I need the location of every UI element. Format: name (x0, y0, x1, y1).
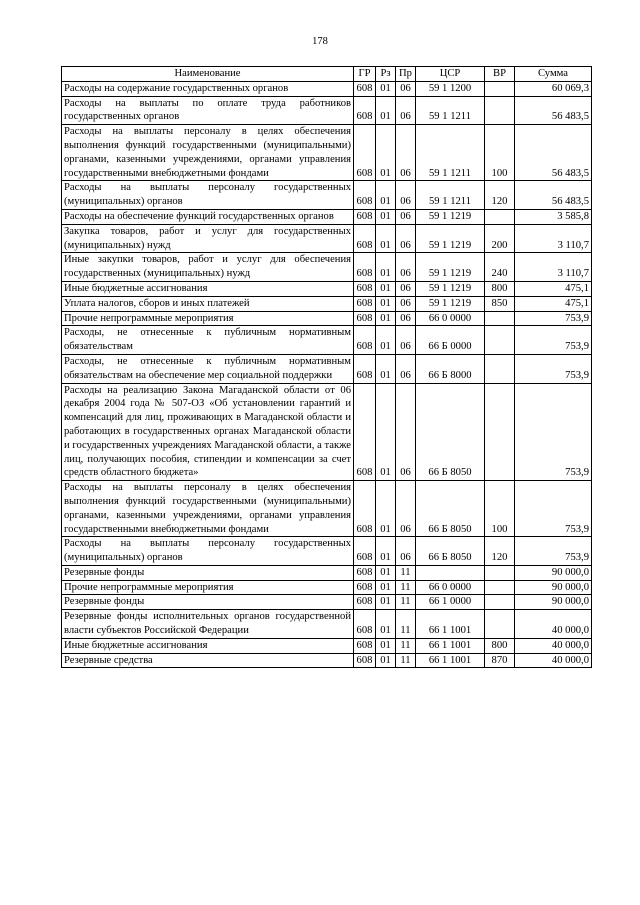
cell-csr: 59 1 1219 (416, 253, 485, 282)
cell-rz: 01 (376, 209, 396, 224)
cell-csr: 66 1 1001 (416, 610, 485, 639)
cell-name: Закупка товаров, работ и услуг для государственных (муниципальных) нужд (62, 224, 354, 253)
cell-vr (485, 595, 515, 610)
cell-pr: 06 (396, 253, 416, 282)
cell-sum: 40 000,0 (515, 610, 592, 639)
table-row (62, 125, 592, 181)
cell-name: Иные бюджетные ассигнования (62, 281, 354, 296)
header-vr: ВР (485, 67, 515, 82)
cell-gr: 608 (354, 81, 376, 96)
table-row (62, 595, 592, 610)
cell-gr: 608 (354, 638, 376, 653)
cell-name: Расходы на выплаты персоналу государственных (муниципальных) органов (62, 537, 354, 566)
cell-gr: 608 (354, 281, 376, 296)
cell-gr: 608 (354, 326, 376, 355)
page-number: 178 (312, 36, 328, 47)
cell-sum: 753,9 (515, 383, 592, 481)
cell-sum: 753,9 (515, 354, 592, 383)
cell-rz: 01 (376, 96, 396, 125)
cell-pr: 11 (396, 653, 416, 668)
cell-pr: 06 (396, 481, 416, 537)
cell-vr: 200 (485, 224, 515, 253)
cell-csr: 59 1 1219 (416, 209, 485, 224)
cell-pr: 06 (396, 125, 416, 181)
cell-pr: 06 (396, 281, 416, 296)
cell-rz: 01 (376, 125, 396, 181)
cell-vr (485, 209, 515, 224)
cell-csr: 66 0 0000 (416, 580, 485, 595)
table-row (62, 565, 592, 580)
cell-pr: 11 (396, 595, 416, 610)
cell-vr: 240 (485, 253, 515, 282)
cell-gr: 608 (354, 383, 376, 481)
cell-name: Расходы на содержание государственных органов (62, 81, 354, 96)
cell-csr: 59 1 1200 (416, 81, 485, 96)
cell-gr: 608 (354, 595, 376, 610)
cell-name: Резервные фонды (62, 565, 354, 580)
cell-pr: 06 (396, 311, 416, 326)
cell-rz: 01 (376, 296, 396, 311)
cell-vr (485, 311, 515, 326)
cell-csr: 59 1 1211 (416, 96, 485, 125)
cell-rz: 01 (376, 311, 396, 326)
cell-csr: 66 1 1001 (416, 638, 485, 653)
cell-rz: 01 (376, 224, 396, 253)
table-row (62, 311, 592, 326)
cell-gr: 608 (354, 224, 376, 253)
cell-name: Расходы на выплаты по оплате труда работников государственных органов (62, 96, 354, 125)
header-gr: ГР (354, 67, 376, 82)
cell-sum: 753,9 (515, 537, 592, 566)
cell-name: Расходы на выплаты персоналу государственных (муниципальных) органов (62, 181, 354, 210)
cell-gr: 608 (354, 181, 376, 210)
cell-gr: 608 (354, 537, 376, 566)
cell-pr: 06 (396, 96, 416, 125)
cell-rz: 01 (376, 383, 396, 481)
cell-gr: 608 (354, 481, 376, 537)
table-row (62, 610, 592, 639)
cell-rz: 01 (376, 565, 396, 580)
cell-vr: 850 (485, 296, 515, 311)
cell-pr: 06 (396, 383, 416, 481)
cell-name: Расходы на выплаты персоналу в целях обеспечения выполнения функций государственными (муниципальными) органами, казенными учреждениями, органами управления государственными внебюджетными фондами (62, 125, 354, 181)
header-sum: Сумма (515, 67, 592, 82)
cell-sum: 3 110,7 (515, 253, 592, 282)
cell-sum: 753,9 (515, 481, 592, 537)
cell-pr: 06 (396, 354, 416, 383)
cell-rz: 01 (376, 537, 396, 566)
table-row (62, 209, 592, 224)
header-rz: Рз (376, 67, 396, 82)
cell-pr: 06 (396, 81, 416, 96)
cell-csr: 59 1 1211 (416, 181, 485, 210)
cell-rz: 01 (376, 281, 396, 296)
cell-sum: 56 483,5 (515, 125, 592, 181)
cell-gr: 608 (354, 96, 376, 125)
table-row (62, 296, 592, 311)
cell-name: Уплата налогов, сборов и иных платежей (62, 296, 354, 311)
cell-sum: 56 483,5 (515, 181, 592, 210)
table-row (62, 181, 592, 210)
cell-vr (485, 383, 515, 481)
cell-csr: 59 1 1219 (416, 281, 485, 296)
cell-vr (485, 565, 515, 580)
cell-csr: 66 Б 8000 (416, 354, 485, 383)
cell-vr: 100 (485, 481, 515, 537)
cell-sum: 3 585,8 (515, 209, 592, 224)
cell-rz: 01 (376, 638, 396, 653)
cell-name: Прочие непрограммные мероприятия (62, 580, 354, 595)
cell-rz: 01 (376, 610, 396, 639)
table-header-row (62, 67, 592, 82)
budget-table (61, 66, 592, 668)
cell-pr: 06 (396, 537, 416, 566)
table-row (62, 224, 592, 253)
cell-name: Иные бюджетные ассигнования (62, 638, 354, 653)
cell-vr: 870 (485, 653, 515, 668)
cell-sum: 753,9 (515, 326, 592, 355)
cell-gr: 608 (354, 125, 376, 181)
cell-rz: 01 (376, 354, 396, 383)
cell-csr (416, 565, 485, 580)
cell-sum: 90 000,0 (515, 595, 592, 610)
cell-vr (485, 354, 515, 383)
cell-name: Прочие непрограммные мероприятия (62, 311, 354, 326)
cell-csr: 59 1 1211 (416, 125, 485, 181)
cell-csr: 59 1 1219 (416, 224, 485, 253)
table-row (62, 638, 592, 653)
cell-gr: 608 (354, 565, 376, 580)
cell-sum: 3 110,7 (515, 224, 592, 253)
table-row (62, 281, 592, 296)
cell-gr: 608 (354, 653, 376, 668)
cell-pr: 06 (396, 296, 416, 311)
cell-vr: 120 (485, 181, 515, 210)
cell-sum: 90 000,0 (515, 580, 592, 595)
cell-vr (485, 96, 515, 125)
cell-sum: 753,9 (515, 311, 592, 326)
cell-sum: 475,1 (515, 281, 592, 296)
cell-sum: 40 000,0 (515, 638, 592, 653)
header-name: Наименование (62, 67, 354, 82)
cell-name: Расходы на реализацию Закона Магаданской области от 06 декабря 2004 года № 507-ОЗ «Об установлении гарантий и компенсаций для лиц, проживающих в Магаданской области и работающих в государственных органах Магаданской области и государственных учреждениях Магаданской области, а также лиц, получающих пособия, стипендии и компенсации за счет средств областного бюджета» (62, 383, 354, 481)
cell-pr: 11 (396, 580, 416, 595)
cell-vr: 800 (485, 281, 515, 296)
cell-name: Резервные фонды исполнительных органов государственной власти субъектов Российской Федерации (62, 610, 354, 639)
cell-csr: 66 1 1001 (416, 653, 485, 668)
cell-gr: 608 (354, 610, 376, 639)
cell-name: Резервные средства (62, 653, 354, 668)
cell-pr: 11 (396, 638, 416, 653)
cell-name: Расходы, не отнесенные к публичным нормативным обязательствам (62, 326, 354, 355)
cell-rz: 01 (376, 653, 396, 668)
table-row (62, 537, 592, 566)
cell-rz: 01 (376, 253, 396, 282)
cell-csr: 59 1 1219 (416, 296, 485, 311)
cell-csr: 66 Б 0000 (416, 326, 485, 355)
table-row (62, 481, 592, 537)
cell-sum: 60 069,3 (515, 81, 592, 96)
cell-rz: 01 (376, 580, 396, 595)
cell-pr: 11 (396, 565, 416, 580)
cell-vr (485, 81, 515, 96)
cell-vr (485, 326, 515, 355)
table-row (62, 326, 592, 355)
table-row (62, 81, 592, 96)
table-row (62, 96, 592, 125)
cell-pr: 11 (396, 610, 416, 639)
cell-vr: 120 (485, 537, 515, 566)
cell-rz: 01 (376, 481, 396, 537)
cell-rz: 01 (376, 81, 396, 96)
header-csr: ЦСР (416, 67, 485, 82)
cell-rz: 01 (376, 181, 396, 210)
cell-vr: 800 (485, 638, 515, 653)
cell-rz: 01 (376, 326, 396, 355)
table-row (62, 580, 592, 595)
cell-pr: 06 (396, 209, 416, 224)
cell-name: Иные закупки товаров, работ и услуг для обеспечения государственных (муниципальных) нужд (62, 253, 354, 282)
cell-name: Расходы на обеспечение функций государственных органов (62, 209, 354, 224)
cell-gr: 608 (354, 580, 376, 595)
cell-rz: 01 (376, 595, 396, 610)
cell-vr (485, 580, 515, 595)
cell-gr: 608 (354, 354, 376, 383)
cell-sum: 40 000,0 (515, 653, 592, 668)
cell-pr: 06 (396, 326, 416, 355)
cell-csr: 66 0 0000 (416, 311, 485, 326)
cell-sum: 90 000,0 (515, 565, 592, 580)
table-body (62, 81, 592, 668)
cell-sum: 475,1 (515, 296, 592, 311)
table-row (62, 253, 592, 282)
cell-csr: 66 Б 8050 (416, 537, 485, 566)
cell-name: Расходы на выплаты персоналу в целях обеспечения выполнения функций государственными (муниципальными) органами, казенными учреждениями, органами управления государственными внебюджетными фондами (62, 481, 354, 537)
cell-gr: 608 (354, 253, 376, 282)
cell-gr: 608 (354, 209, 376, 224)
cell-gr: 608 (354, 296, 376, 311)
cell-csr: 66 Б 8050 (416, 481, 485, 537)
cell-csr: 66 1 0000 (416, 595, 485, 610)
table-row (62, 653, 592, 668)
cell-name: Резервные фонды (62, 595, 354, 610)
cell-csr: 66 Б 8050 (416, 383, 485, 481)
table-row (62, 354, 592, 383)
cell-vr: 100 (485, 125, 515, 181)
cell-pr: 06 (396, 181, 416, 210)
cell-name: Расходы, не отнесенные к публичным нормативным обязательствам на обеспечение мер социальной поддержки (62, 354, 354, 383)
table-row (62, 383, 592, 481)
cell-vr (485, 610, 515, 639)
cell-sum: 56 483,5 (515, 96, 592, 125)
header-pr: Пр (396, 67, 416, 82)
cell-gr: 608 (354, 311, 376, 326)
cell-pr: 06 (396, 224, 416, 253)
